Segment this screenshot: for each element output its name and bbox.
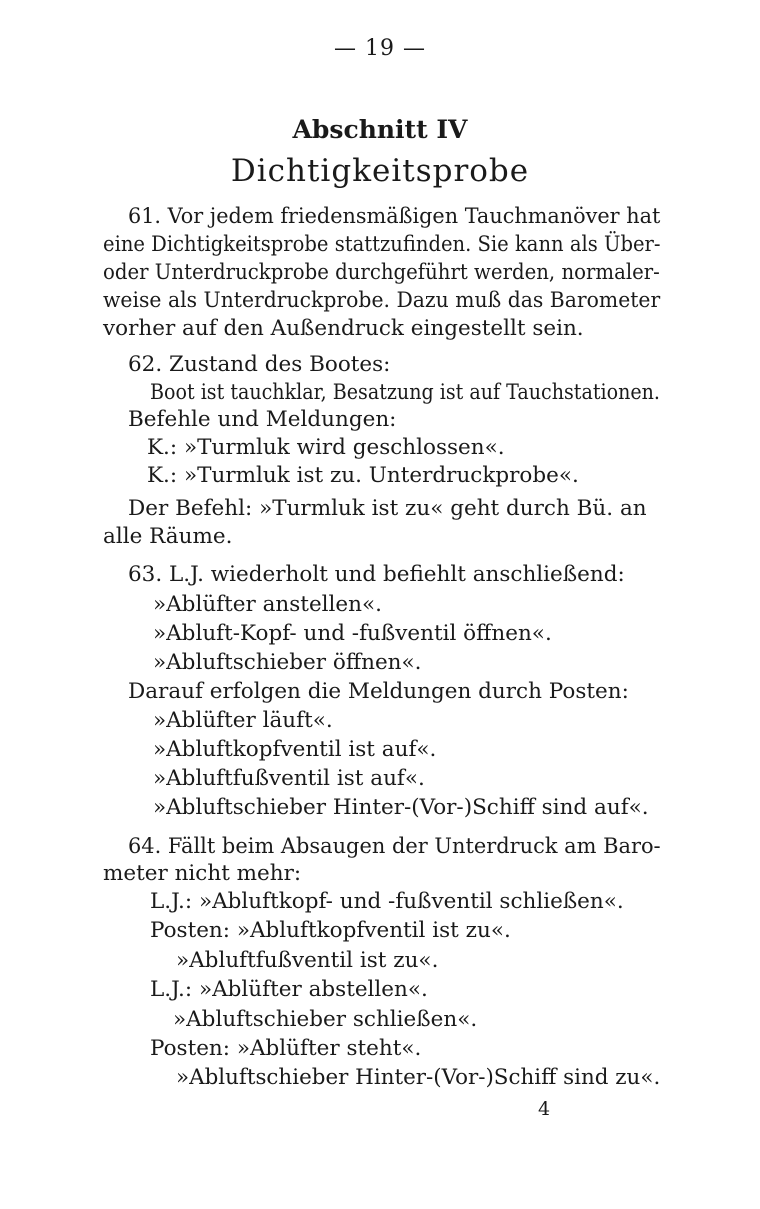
text-line: »Ablüfter anstellen«. xyxy=(153,592,382,617)
text-line: »Abluftschieber öffnen«. xyxy=(153,650,422,675)
text-line: »Ablüfter läuft«. xyxy=(153,708,333,733)
text-line: »Abluftschieber Hinter-(Vor-)Schiff sind zu«. xyxy=(176,1065,661,1090)
text-line: »Abluftschieber Hinter-(Vor-)Schiff sind auf«. xyxy=(153,795,649,820)
text-line: »Abluftfußventil ist zu«. xyxy=(176,948,439,973)
section-heading: Abschnitt IV xyxy=(292,115,468,144)
text-line: »Abluftfußventil ist auf«. xyxy=(153,766,425,791)
text-line: weise als Unterdruckprobe. Dazu muß das Barometer xyxy=(103,288,661,313)
page-number: — 19 — xyxy=(334,36,426,61)
text-line: Boot ist tauchklar, Besatzung ist auf Tauchstationen. xyxy=(150,380,660,405)
text-line: Posten: »Abluftkopfventil ist zu«. xyxy=(150,918,511,943)
text-line: 61. Vor jedem friedensmäßigen Tauchmanöver hat xyxy=(128,204,661,229)
text-line: »Abluftschieber schließen«. xyxy=(173,1007,478,1032)
text-line: 63. L.J. wiederholt und befiehlt anschließend: xyxy=(128,562,625,587)
text-line: Posten: »Ablüfter steht«. xyxy=(150,1036,422,1061)
text-line: Der Befehl: »Turmluk ist zu« geht durch Bü. an xyxy=(128,496,647,521)
text-line: Darauf erfolgen die Meldungen durch Posten: xyxy=(128,679,629,704)
section-title: Dichtigkeitsprobe xyxy=(230,153,530,189)
text-line: alle Räume. xyxy=(103,524,233,549)
text-line: 64. Fällt beim Absaugen der Unterdruck am Baro- xyxy=(128,834,661,859)
text-line: »Abluftkopfventil ist auf«. xyxy=(153,737,437,762)
text-line: meter nicht mehr: xyxy=(103,861,302,886)
text-line: Befehle und Meldungen: xyxy=(128,407,397,432)
text-line: L.J.: »Ablüfter abstellen«. xyxy=(150,977,428,1002)
text-line: »Abluft-Kopf- und -fußventil öffnen«. xyxy=(153,621,552,646)
text-line: 62. Zustand des Bootes: xyxy=(128,352,391,377)
signature-mark: 4 xyxy=(538,1098,551,1120)
text-line: oder Unterdruckprobe durchgeführt werden, normaler- xyxy=(103,260,660,285)
text-line: L.J.: »Abluftkopf- und -fußventil schließen«. xyxy=(150,889,624,914)
text-line: K.: »Turmluk wird geschlossen«. xyxy=(147,435,505,460)
text-line: vorher auf den Außendruck eingestellt sein. xyxy=(103,316,584,341)
text-line: K.: »Turmluk ist zu. Unterdruckprobe«. xyxy=(147,463,579,488)
text-line: eine Dichtigkeitsprobe stattzufinden. Sie kann als Über- xyxy=(103,232,661,257)
